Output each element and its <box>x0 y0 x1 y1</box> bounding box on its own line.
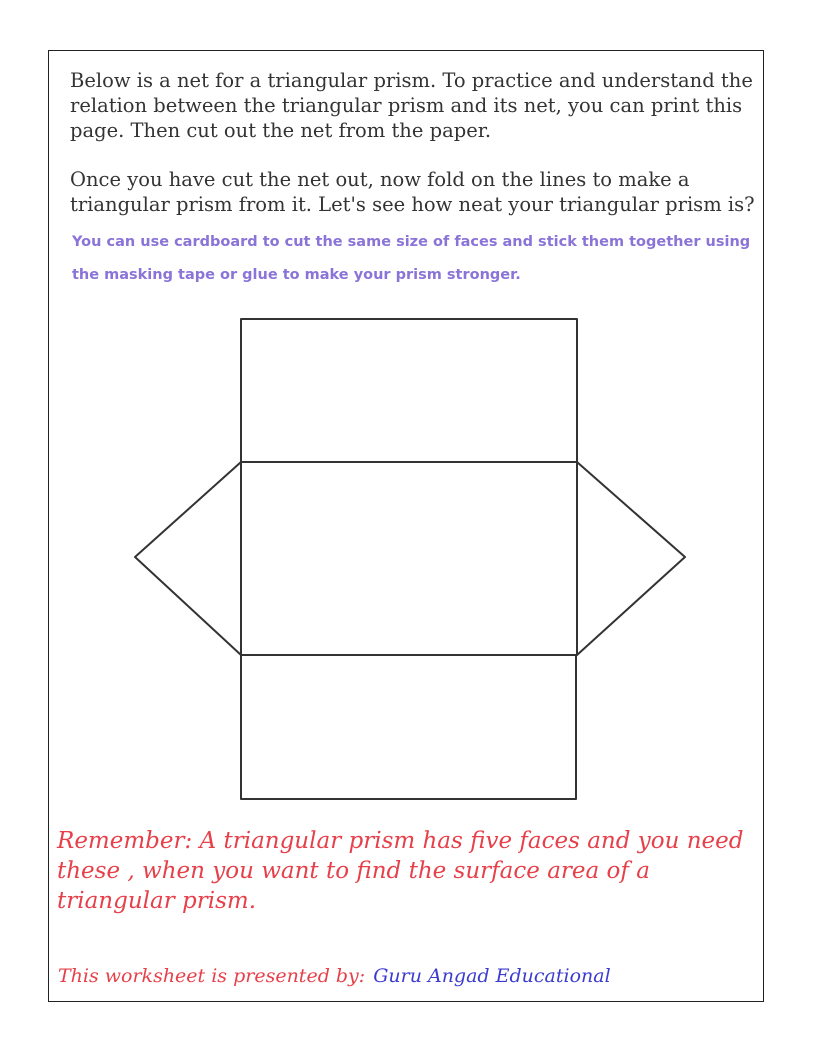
presented-by-label: This worksheet is presented by: <box>58 965 366 987</box>
intro-paragraph-1: Below is a net for a triangular prism. To practice and understand the relation between the triangular prism and its net, you can print this page. Then cut out the net from the paper. <box>70 69 753 142</box>
remember-note: Remember: A triangular prism has five faces and you need these , when you want to find the surface area of a triangular prism. <box>57 828 744 914</box>
net-bottom-rectangle-face <box>241 655 576 799</box>
net-middle-rectangle-face <box>241 462 577 655</box>
worksheet-credit <box>58 963 611 989</box>
net-right-triangle-face <box>577 462 685 655</box>
intro-paragraph-2: Once you have cut the net out, now fold on the lines to make a triangular prism from it. Let's see how neat your triangular prism is? <box>70 168 755 216</box>
net-top-rectangle-face <box>241 319 577 462</box>
organization-name: Guru Angad Educational <box>373 965 611 987</box>
cardboard-tip: You can use cardboard to cut the same size of faces and stick them together using the masking tape or glue to make your prism stronger. <box>72 234 751 283</box>
net-left-triangle-face <box>135 462 241 655</box>
